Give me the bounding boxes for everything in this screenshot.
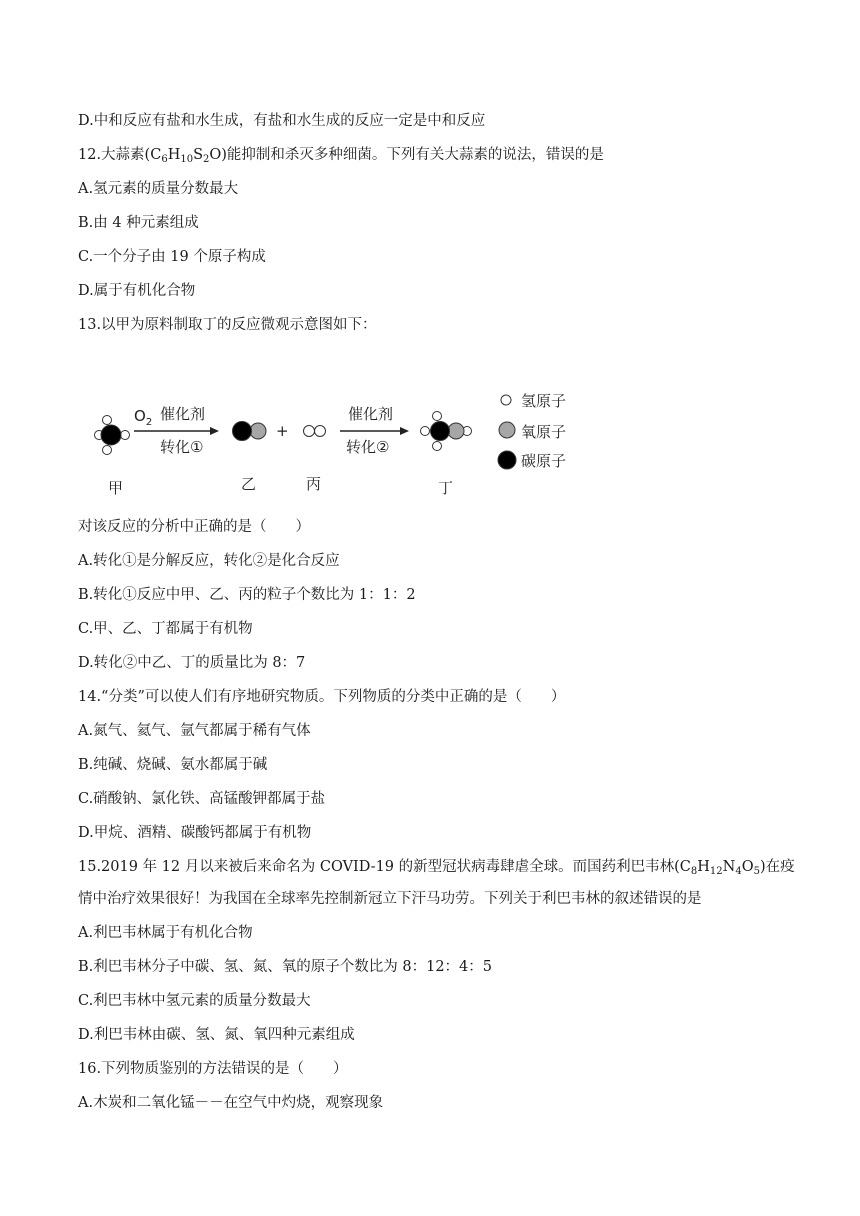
catalyst1-label: 催化剂 xyxy=(160,405,206,423)
q14-option-b: B.纯碱、烧碱、氨水都属于碱 xyxy=(78,757,268,773)
q16-option-a: A.木炭和二氧化锰－－在空气中灼烧，观察现象 xyxy=(78,1095,384,1111)
reagent-o2: $O_2$ xyxy=(134,407,153,428)
label-jia: 甲 xyxy=(108,479,124,497)
legend-carbon: 碳原子 xyxy=(521,452,567,470)
q12-option-b: B.由 4 种元素组成 xyxy=(78,215,199,231)
legend-oxygen: 氧原子 xyxy=(521,423,567,441)
step2-label: 转化② xyxy=(346,438,390,456)
arrow-step2 xyxy=(340,405,409,456)
q13-option-b: B.转化①反应中甲、乙、丙的粒子个数比为 1：1：2 xyxy=(78,587,416,603)
q11-option-d: D.中和反应有盐和水生成，有盐和水生成的反应一定是中和反应 xyxy=(78,113,486,129)
label-yi: 乙 xyxy=(241,475,257,493)
q15-option-c: C.利巴韦林中氢元素的质量分数最大 xyxy=(78,993,311,1009)
q13-option-d: D.转化②中乙、丁的质量比为 8：7 xyxy=(78,655,306,671)
q15-option-d: D.利巴韦林由碳、氢、氮、氧四种元素组成 xyxy=(78,1027,355,1043)
molecule-jia xyxy=(95,416,130,455)
legend-hydrogen: 氢原子 xyxy=(521,392,567,410)
label-ding: 丁 xyxy=(438,479,454,497)
q13-stem: 13.以甲为原料制取丁的反应微观示意图如下： xyxy=(78,317,377,333)
q15-option-b: B.利巴韦林分子中碳、氢、氮、氧的原子个数比为 8：12：4：5 xyxy=(78,959,492,975)
q13-option-c: C.甲、乙、丁都属于有机物 xyxy=(78,621,253,637)
q12-option-a: A.氢元素的质量分数最大 xyxy=(78,181,239,197)
q14-option-d: D.甲烷、酒精、碳酸钙都属于有机物 xyxy=(78,825,312,841)
legend-oxygen-swatch xyxy=(499,422,515,438)
q13-option-a: A.转化①是分解反应，转化②是化合反应 xyxy=(78,553,340,569)
q12-option-c: C.一个分子由 19 个原子构成 xyxy=(78,249,266,265)
q15-option-a: A.利巴韦林属于有机化合物 xyxy=(78,925,253,941)
molecule-ding xyxy=(421,412,472,451)
q14-stem: 14.“分类”可以使人们有序地研究物质。下列物质的分类中正确的是（ ） xyxy=(78,689,566,705)
q12-stem: 12.大蒜素$(C_6H_{10}S_2O)$能抑制和杀灭多种细菌。下列有关大蒜素的说法，错误的是 xyxy=(78,147,604,165)
q12-option-d: D.属于有机化合物 xyxy=(78,283,196,299)
q15-stem-cont: 情中治疗效果很好！为我国在全球率先控制新冠立下汗马功劳。下列关于利巴韦林的叙述错误的是 xyxy=(78,891,702,907)
label-bing: 丙 xyxy=(306,475,322,493)
q16-stem: 16.下列物质鉴别的方法错误的是（ ） xyxy=(78,1061,348,1077)
q13-question: 对该反应的分析中正确的是（ ） xyxy=(78,519,310,535)
legend-hydrogen-swatch xyxy=(501,395,511,405)
catalyst2-label: 催化剂 xyxy=(348,405,394,423)
arrow-step1 xyxy=(134,405,219,456)
legend xyxy=(498,392,566,470)
step1-label: 转化① xyxy=(160,438,204,456)
molecule-bing xyxy=(304,426,326,437)
molecule-yi xyxy=(233,422,267,441)
plus-sign: + xyxy=(276,422,289,440)
q14-option-c: C.硝酸钠、氯化铁、高锰酸钾都属于盐 xyxy=(78,791,326,807)
reaction-diagram xyxy=(78,384,598,502)
q15-stem: 15.2019 年 12 月以来被后来命名为 COVID-19 的新型冠状病毒肆虐全球。而国药利巴韦林$(C_8H_{12}N_4O_5)$在疫 xyxy=(78,859,795,877)
legend-carbon-swatch xyxy=(498,451,516,469)
q14-option-a: A.氮气、氦气、氩气都属于稀有气体 xyxy=(78,723,311,739)
